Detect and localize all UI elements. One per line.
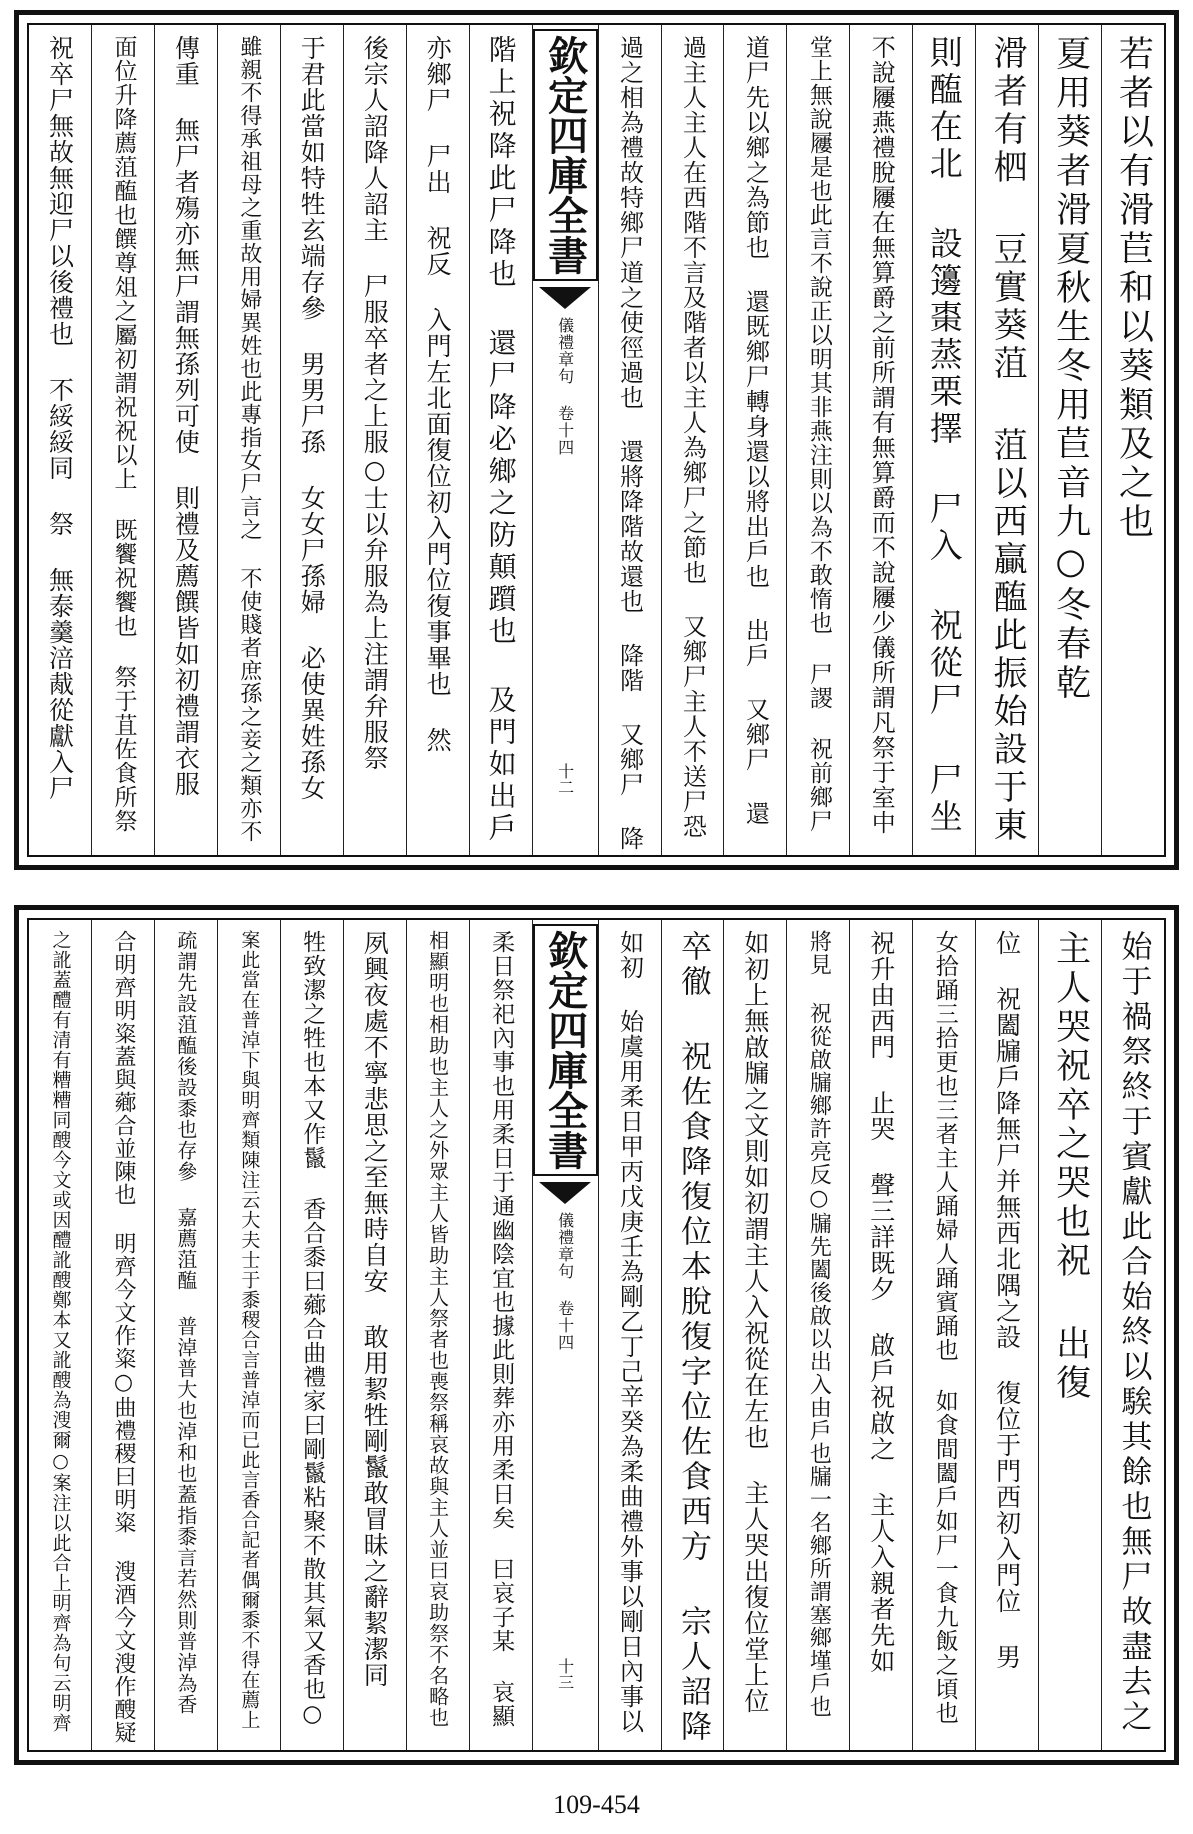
column-text: 相顯明也相助也主人之外眾主人皆助主人祭者也喪祭稱哀故與主人並曰哀助祭不名略也 (425, 930, 450, 1728)
text-column (598, 25, 661, 855)
column-text: 女拾踊三拾更也三者主人踊婦人踊賓踊也 如食間闔戶如尸一食九飯之頃也 (931, 930, 958, 1725)
top_page-center-title-column (532, 25, 598, 855)
text-column (469, 920, 532, 1750)
text-column (786, 920, 849, 1750)
text-column (723, 920, 786, 1750)
page-footer-number: 109-454 (553, 1790, 640, 1819)
column-text: 祝升由西門 止哭 聲三詳既夕 啟戶祝啟之 主人入親者先如 (866, 930, 896, 1674)
text-column (154, 25, 217, 855)
column-text: 于君此當如特牲玄端存參 男男尸孫 女女尸孫婦 必使異姓孫女 (297, 35, 327, 801)
text-column (343, 920, 406, 1750)
column-text: 雖親不得承祖母之重故用婦異姓也此專指女尸言之 不使賤者庶孫之妾之類亦不 (236, 35, 262, 843)
text-column (1101, 25, 1164, 855)
text-column (661, 25, 724, 855)
text-column (29, 920, 91, 1750)
fishtail-mark-icon (539, 287, 591, 309)
column-text: 如初上無啟牖之文則如初謂主人入祝從在左也 主人哭出復位堂上位 (740, 930, 770, 1714)
text-column (975, 920, 1038, 1750)
column-text: 牲致潔之牲也本又作鬣 香合黍曰薌合曲禮家曰剛鬣粘聚不散其氣又香也○ (299, 930, 326, 1728)
text-column (280, 25, 343, 855)
column-text: 案此當在普淖下與明齊類陳注云大夫士于黍稷合言普淖而已此言香合記者偶爾黍不得在薦上 (238, 930, 261, 1730)
text-column (280, 920, 343, 1750)
text-column (217, 25, 280, 855)
text-column (154, 920, 217, 1750)
bottom_page-center-title-column (532, 920, 598, 1750)
text-column (91, 920, 154, 1750)
column-text: 將見 祝從啟牖鄉許亮反○牖先闔後啟以出入由戶也牖一名鄉所謂塞鄉墐戶也 (806, 930, 832, 1718)
column-text: 過主人主人在西階不言及階者以主人為鄉尸之節也 又鄉尸主人不送尸恐 (678, 35, 707, 839)
text-column (217, 920, 280, 1750)
column-text: 疏謂先設菹醢後設黍也存參 嘉薦菹醢 普淖普大也淖和也蓋指黍言若然則普淖為香 (173, 930, 198, 1715)
column-text: 合明齊明粢蓋與薌合並陳也 明齊今文作粢○曲禮稷曰明粢 溲酒今文溲作醙疑 (110, 930, 136, 1744)
text-column (912, 25, 975, 855)
top-text-columns (29, 25, 1164, 855)
column-text: 如初 始虞用柔日甲丙戊庚壬為剛乙丁己辛癸為柔曲禮外事以剛日內事以 (615, 930, 644, 1734)
column-text: 始于禍祭終于賓獻此合始終以騃其餘也無尸故盡去之 (1115, 930, 1152, 1735)
text-column (849, 25, 912, 855)
column-text: 傳重 無尸者殤亦無尸謂無孫列可使 則禮及薦饌皆如初禮謂衣服 (171, 35, 201, 797)
column-text: 堂上無說屨是也此言不說正以明其非燕注則以為不敢惰也 尸謖 祝前鄉尸 (805, 35, 832, 833)
top-page (14, 10, 1179, 870)
column-text: 則醢在北 設籩棗蒸栗擇 尸入 祝從尸 尸坐 (924, 35, 964, 836)
bottom_page-leaf-number: 十三 (555, 1658, 575, 1690)
column-text: 若者以有滑苣和以葵類及之也 (1113, 35, 1154, 542)
bottom-page-frame (27, 918, 1166, 1752)
text-column (1101, 920, 1164, 1750)
text-column (406, 920, 469, 1750)
column-text: 過之相為禮故特鄉尸道之使徑過也 還將降階故還也 降階 又鄉尸 降 (615, 35, 644, 851)
text-column (849, 920, 912, 1750)
top_page-volume-label: 儀禮章句 卷十四 (555, 317, 575, 456)
text-column (469, 25, 532, 855)
column-text: 夙興夜處不寧悲思之至無時自安 敢用絜牲剛鬣敢冒昧之辭絜潔同 (360, 930, 390, 1688)
text-column (29, 25, 91, 855)
text-column (343, 25, 406, 855)
bottom_page-volume-label: 儀禮章句 卷十四 (555, 1212, 575, 1351)
column-text: 主人哭祝卒之哭也祝 出復 (1050, 930, 1091, 1403)
column-text: 後宗人詔降人詔主 尸服卒者之上服○士以弁服為上注謂弁服祭 (360, 35, 390, 771)
column-text: 夏用葵者滑夏秋生冬用苣音九○冬春乾 (1050, 35, 1091, 703)
column-text: 之訛蓋醴有清有糟糟同醙今文或因醴訛醙鄭本又訛醙為溲爾○案注以此合上明齊為句云明齊 (49, 930, 72, 1733)
text-column (912, 920, 975, 1750)
top_page-leaf-number: 十二 (555, 763, 575, 795)
bottom_page-book-title: 欽定四庫全書 (533, 924, 598, 1176)
text-column (1038, 25, 1101, 855)
bottom-text-columns (29, 920, 1164, 1750)
top_page-book-title: 欽定四庫全書 (533, 29, 598, 281)
text-column (723, 25, 786, 855)
top-page-frame (27, 23, 1166, 857)
column-text: 位 祝闔牖戶降無尸并無西北隅之設 復位于門西初入門位 男 (992, 930, 1022, 1670)
column-text: 面位升降薦菹醢也饌尊俎之屬初謂祝祝以上 既饗祝饗也 祭于苴佐食所祭 (110, 35, 137, 833)
column-text: 道尸先以鄉之為節也 還既鄉尸轉身還以將出戶也 出戶 又鄉尸 還 (741, 35, 770, 826)
column-text: 亦鄉尸 尸出 祝反 入門左北面復位初入門位復事畢也 然 (423, 35, 453, 753)
bottom-page (14, 905, 1179, 1765)
column-text: 不說屨燕禮脫屨在無算爵之前所謂有無算爵而不說屨少儀所謂凡祭于室中 (867, 35, 896, 835)
text-column (406, 25, 469, 855)
text-column (1038, 920, 1101, 1750)
column-text: 滑者有柶 豆實葵菹 菹以西贏醢此振始設于東 (987, 35, 1028, 845)
column-text: 祝卒尸無故無迎尸以後禮也 不綏綏同 祭 無泰羹涪胾從獻入尸 (45, 35, 75, 801)
column-text: 柔日祭祀內事也用柔日于通幽陰宜也據此則葬亦用柔日矣 曰哀子某 哀顯 (488, 930, 515, 1728)
fishtail-mark-icon (539, 1182, 591, 1204)
column-text: 卒徹 祝佐食降復位本脫復字位佐食西方 宗人詔降 (674, 930, 711, 1745)
text-column (598, 920, 661, 1750)
text-column (975, 25, 1038, 855)
text-column (91, 25, 154, 855)
column-text: 階上祝降此尸降也 還尸降必鄉之防顛躓也 及門如出戶 (484, 35, 518, 845)
text-column (786, 25, 849, 855)
text-column (661, 920, 724, 1750)
